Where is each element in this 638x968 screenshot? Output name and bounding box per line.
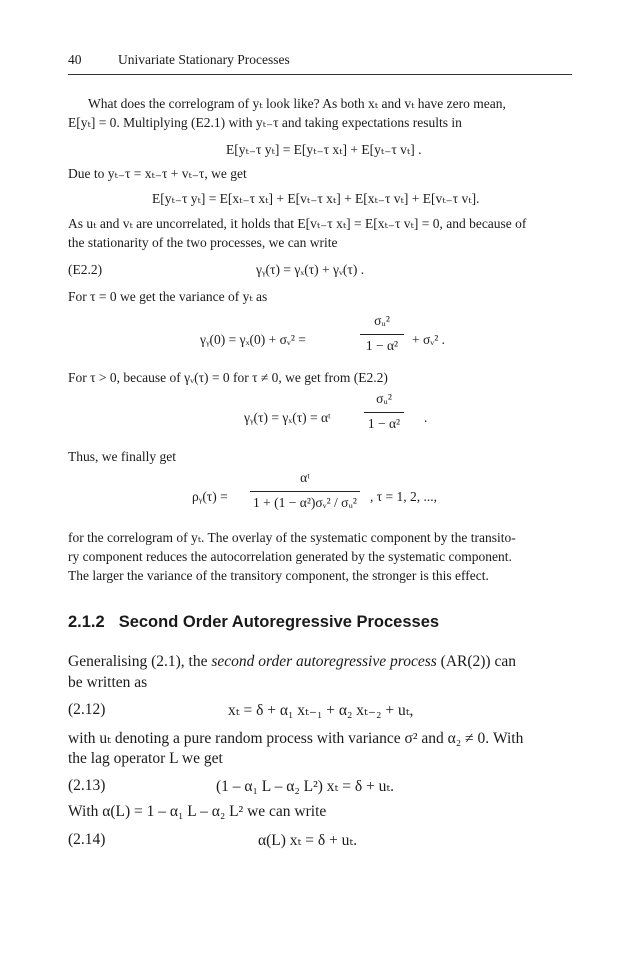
fraction-bar [364,412,404,413]
paragraph-line: E[yₜ] = 0. Multiplying (E2.1) with yₜ₋τ and taking expectations results in [68,115,462,130]
equation-rho-left: ρᵧ(τ) = [192,489,228,504]
equation-gamma-right: . [424,410,428,425]
text-run: (AR(2)) can [436,653,516,670]
paragraph-line: For τ = 0 we get the variance of yₜ as [68,289,268,304]
paragraph-line: What does the correlogram of yₜ look like? As both xₜ and vₜ have zero mean, [88,96,506,111]
equation-label: (2.12) [68,701,106,718]
paragraph-line: For τ > 0, because of γᵥ(τ) = 0 for τ ≠ 0, we get from (E2.2) [68,370,388,385]
fraction-denominator: 1 + (1 − α²)σᵥ² / σᵤ² [253,495,357,510]
equation-gamma-left: γᵧ(τ) = γₓ(τ) = αᵗ [244,410,331,425]
paragraph-line: with uₜ denoting a pure random process with variance σ² and α₂ ≠ 0. With [68,730,524,747]
paragraph-line: ry component reduces the autocorrelation generated by the systematic component. [68,549,512,564]
paragraph-line: for the correlogram of yₜ. The overlay of the systematic component by the transito- [68,530,516,545]
fraction-numerator: σᵤ² [376,391,392,406]
running-title: Univariate Stationary Processes [118,52,290,67]
equation-2-12: xₜ = δ + α₁ xₜ₋₁ + α₂ xₜ₋₂ + uₜ, [228,702,414,719]
page-number: 40 [68,52,82,67]
paragraph-line: be written as [68,674,148,691]
equation-e2-2: γᵧ(τ) = γₓ(τ) + γᵥ(τ) . [256,262,365,277]
fraction-bar [360,334,404,335]
fraction-denominator: 1 − α² [367,416,401,431]
paragraph-line: With α(L) = 1 – α₁ L – α₂ L² we can write [68,803,327,820]
equation-2-13: (1 – α₁ L – α₂ L²) xₜ = δ + uₜ. [216,778,395,795]
equation-rho-right: , τ = 1, 2, ..., [370,489,438,504]
paragraph-line: the stationarity of the two processes, we can write [68,235,338,250]
section-number: 2.1.2 [68,613,105,631]
equation-label: (2.13) [68,777,106,794]
emphasis-term: second order autoregressive process [211,653,437,670]
paragraph-line: Thus, we finally get [68,449,176,464]
equation-label: (E2.2) [68,262,103,277]
fraction-bar [250,491,360,492]
section-heading [68,613,439,632]
equation-label: (2.14) [68,831,106,848]
fraction-denominator: 1 − α² [365,338,399,353]
paragraph-line: As uₜ and vₜ are uncorrelated, it holds that E[vₜ₋τ xₜ] = E[xₜ₋τ vₜ] = 0, and because of [68,216,527,231]
paragraph-line: the lag operator L we get [68,750,223,767]
fraction-numerator: αᵗ [300,470,310,485]
fraction-numerator: σᵤ² [374,313,390,328]
equation-expansion: E[yₜ₋τ yₜ] = E[xₜ₋τ xₜ] + E[vₜ₋τ xₜ] + E[xₜ₋τ vₜ] + E[vₜ₋τ vₜ]. [152,191,480,206]
paragraph-line: Due to yₜ₋τ = xₜ₋τ + vₜ₋τ, we get [68,166,247,181]
equation-variance-right: + σᵥ² . [412,332,446,347]
paragraph-line [68,653,516,671]
equation-2-14: α(L) xₜ = δ + uₜ. [258,832,358,849]
paragraph-line: The larger the variance of the transitory component, the stronger is this effect. [68,568,489,583]
header-rule [68,74,572,75]
text-run: Generalising (2.1), the [68,653,212,670]
equation-variance-left: γᵧ(0) = γₓ(0) + σᵥ² = [200,332,306,347]
equation-expectation: E[yₜ₋τ yₜ] = E[yₜ₋τ xₜ] + E[yₜ₋τ vₜ] . [226,142,422,157]
section-title: Second Order Autoregressive Processes [118,613,440,631]
